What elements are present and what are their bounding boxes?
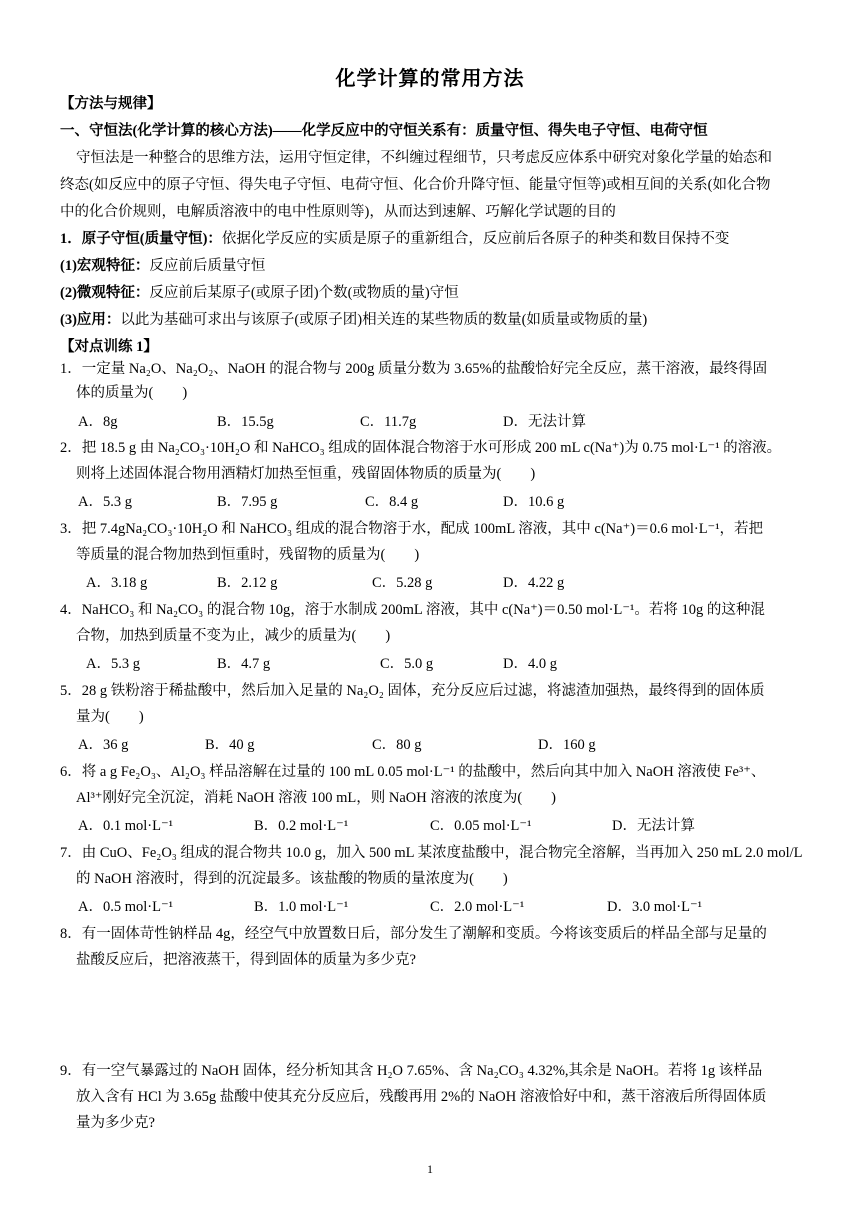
feature-label: (2)微观特征： — [60, 285, 150, 301]
rule-text: 依据化学反应的实质是原子的重新组合，反应前后各原子的种类和数目保持不变 — [221, 231, 730, 247]
rule-label: 1．原子守恒(质量守恒)： — [60, 231, 222, 247]
question-4-line: 合物，加热到质量不变为止，减少的质量为( ) — [76, 628, 391, 644]
option-d: D．4.22 g — [503, 575, 565, 591]
option-d: D．4.0 g — [503, 656, 557, 672]
option-b: B．4.7 g — [217, 656, 271, 672]
option-a: A．0.5 mol·L⁻¹ — [78, 899, 173, 915]
question-5-line: 量为( ) — [76, 709, 144, 725]
option-a: A．5.3 g — [86, 656, 140, 672]
question-3-line: 3．把 7.4gNa₂CO₃·10H₂O 和 NaHCO₃ 组成的混合物溶于水，配成 100mL 溶液，其中 c(Na⁺)＝0.6 mol·L⁻¹，若把 — [60, 521, 764, 537]
question-1-line: 1．一定量 Na₂O、Na₂O₂、NaOH 的混合物与 200g 质量分数为 3.65%的盐酸恰好完全反应，蒸干溶液，最终得固 — [60, 361, 768, 377]
feature-micro — [60, 283, 802, 303]
heading-conservation: 一、守恒法(化学计算的核心方法)——化学反应中的守恒关系有：质量守恒、得失电子守恒、电荷守恒 — [60, 123, 708, 139]
question-5-line: 5．28 g 铁粉溶于稀盐酸中，然后加入足量的 Na₂O₂ 固体，充分反应后过滤，将滤渣加强热，最终得到的固体质 — [60, 683, 765, 699]
option-a: A．8g — [78, 414, 118, 430]
question-3-line: 等质量的混合物加热到恒重时，残留物的质量为( ) — [76, 547, 420, 563]
rule-atom-conservation — [60, 229, 802, 249]
feature-label: (1)宏观特征： — [60, 258, 150, 274]
option-b: B．2.12 g — [217, 575, 278, 591]
option-d: D．无法计算 — [503, 414, 586, 430]
question-6-line: 6．将 a g Fe₂O₃、Al₂O₃ 样品溶解在过量的 100 mL 0.05 mol·L⁻¹ 的盐酸中，然后向其中加入 NaOH 溶液使 Fe³⁺、 — [60, 764, 766, 780]
feature-text: 反应前后某原子(或原子团)个数(或物质的量)守恒 — [149, 285, 459, 301]
feature-label: (3)应用： — [60, 312, 121, 328]
feature-application — [60, 310, 802, 330]
option-d: D．160 g — [538, 737, 596, 753]
intro-line: 中的化合价规则，电解质溶液中的电中性原则等)，从而达到速解、巧解化学试题的目的 — [60, 204, 616, 220]
question-9-line: 放入含有 HCl 为 3.65g 盐酸中使其充分反应后，残酸再用 2%的 NaOH 溶液恰好中和，蒸干溶液后所得固体质 — [76, 1089, 767, 1105]
page-number: 1 — [427, 1162, 433, 1176]
option-a: A．0.1 mol·L⁻¹ — [78, 818, 173, 834]
question-6-line: Al³⁺刚好完全沉淀，消耗 NaOH 溶液 100 mL，则 NaOH 溶液的浓度为( ) — [76, 790, 556, 806]
option-b: B．15.5g — [217, 414, 274, 430]
option-c: C．8.4 g — [365, 494, 419, 510]
option-a: A．3.18 g — [86, 575, 148, 591]
option-c: C．0.05 mol·L⁻¹ — [430, 818, 532, 834]
training-header: 【对点训练 1】 — [60, 339, 158, 355]
question-2-line: 则将上述固体混合物用酒精灯加热至恒重，残留固体物质的质量为( ) — [76, 466, 536, 482]
option-b: B．40 g — [205, 737, 255, 753]
option-c: C．2.0 mol·L⁻¹ — [430, 899, 525, 915]
page-title: 化学计算的常用方法 — [335, 68, 525, 90]
option-a: A．5.3 g — [78, 494, 132, 510]
question-7-line: 7．由 CuO、Fe₂O₃ 组成的混合物共 10.0 g，加入 500 mL 某浓度盐酸中，混合物完全溶解，当再加入 250 mL 2.0 mol/L — [60, 845, 803, 861]
question-1-line: 体的质量为( ) — [76, 385, 188, 401]
option-c: C．11.7g — [360, 414, 417, 430]
option-b: B．0.2 mol·L⁻¹ — [254, 818, 349, 834]
question-8-line: 盐酸反应后，把溶液蒸干，得到固体的质量为多少克? — [76, 952, 416, 968]
intro-line: 终态(如反应中的原子守恒、得失电子守恒、电荷守恒、化合价升降守恒、能量守恒等)或相互间的关系(如化合物 — [60, 177, 771, 193]
intro-line: 守恒法是一种整合的思维方法，运用守恒定律，不纠缠过程细节，只考虑反应体系中研究对象化学量的始态和 — [76, 150, 772, 166]
feature-text: 以此为基础可求出与该原子(或原子团)相关连的某些物质的数量(如质量或物质的量) — [120, 312, 648, 328]
option-b: B．7.95 g — [217, 494, 278, 510]
question-9-line: 9．有一空气暴露过的 NaOH 固体，经分析知其含 H₂O 7.65%、含 Na₂CO₃ 4.32%,其余是 NaOH。若将 1g 该样品 — [60, 1063, 763, 1079]
option-d: D．无法计算 — [612, 818, 695, 834]
option-a: A．36 g — [78, 737, 129, 753]
question-9-line: 量为多少克? — [76, 1115, 155, 1131]
question-8-line: 8．有一固体苛性钠样品 4g，经空气中放置数日后，部分发生了潮解和变质。今将该变质后的样品全部与足量的 — [60, 926, 767, 942]
question-2-line: 2．把 18.5 g 由 Na₂CO₃·10H₂O 和 NaHCO₃ 组成的固体混合物溶于水可形成 200 mL c(Na⁺)为 0.75 mol·L⁻¹ 的溶液。 — [60, 440, 782, 456]
question-7-line: 的 NaOH 溶液时，得到的沉淀最多。该盐酸的物质的量浓度为( ) — [76, 871, 508, 887]
option-d: D．10.6 g — [503, 494, 565, 510]
option-c: C．80 g — [372, 737, 422, 753]
option-d: D．3.0 mol·L⁻¹ — [607, 899, 702, 915]
question-4-line: 4．NaHCO₃ 和 Na₂CO₃ 的混合物 10g，溶于水制成 200mL 溶液，其中 c(Na⁺)＝0.50 mol·L⁻¹。若将 10g 的这种混 — [60, 602, 765, 618]
option-c: C．5.0 g — [380, 656, 434, 672]
option-c: C．5.28 g — [372, 575, 433, 591]
feature-macro — [60, 256, 802, 276]
section-header: 【方法与规律】 — [60, 96, 162, 112]
option-b: B．1.0 mol·L⁻¹ — [254, 899, 349, 915]
feature-text: 反应前后质量守恒 — [149, 258, 266, 274]
